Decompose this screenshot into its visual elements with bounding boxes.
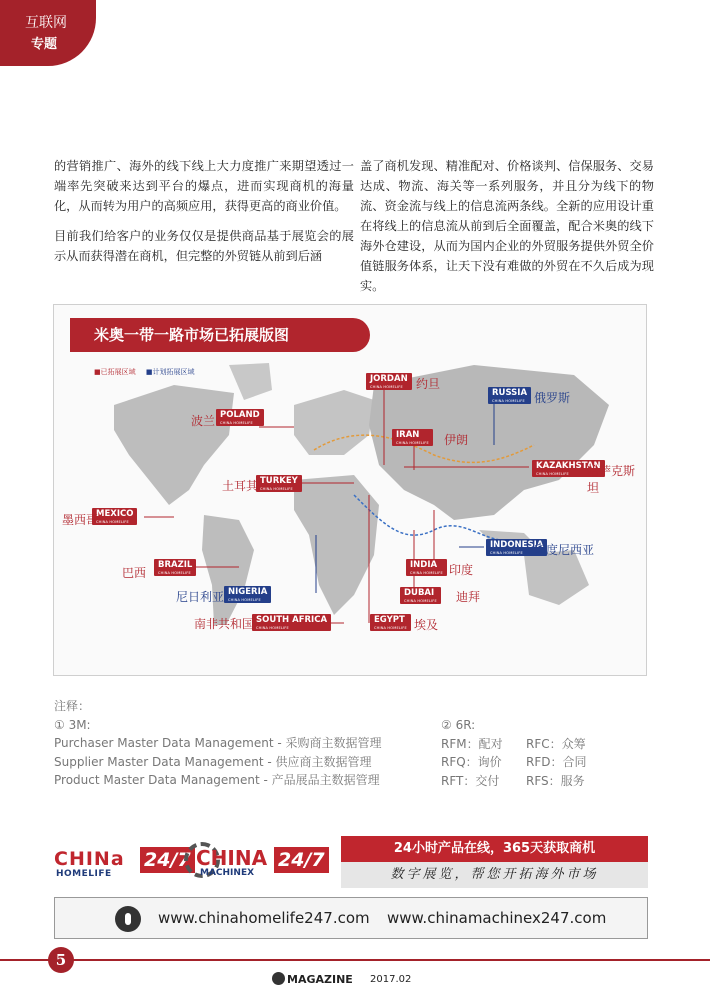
world-map-graphic [54, 305, 648, 677]
paragraph: 目前我们给客户的业务仅仅是提供商品基于展览会的展示从而获得潜在商机，但完整的外贸链从前到后涵 [54, 229, 354, 263]
notes-section [54, 697, 382, 790]
market-label-jordan: JORDAN CHINA HOMELIFE [366, 373, 412, 390]
article-right-column [360, 156, 654, 306]
market-cn-brazil: 巴西 [122, 566, 147, 580]
market-cn-indonesia: 印度尼西亚 [534, 543, 595, 557]
north-america-shape [114, 385, 234, 505]
market-label-iran: IRAN CHINA HOMELIFE [392, 429, 433, 446]
url-bar [54, 897, 648, 939]
market-label-south-africa: SOUTH AFRICA CHINA HOMELIFE [252, 614, 331, 631]
note-row: RFQ：询价 RFD：合同 [441, 755, 587, 769]
europe-shape [294, 390, 374, 455]
article-left-column [54, 156, 354, 276]
legend-done: ■已拓展区域 [94, 368, 136, 376]
slogan-main: 24小时产品在线，365天获取商机 [341, 836, 648, 862]
paragraph: 的营销推广、海外的线下线上大力度推广来期望透过一端率先突破来达到平台的爆点，进而实现商机的海量化，从而转为用户的高频应用，获得更高的商业价值。 [54, 159, 354, 213]
note-line: Product Master Data Management - 产品展品主数据管理 [54, 773, 380, 787]
market-cn-india: 印度 [449, 563, 474, 577]
magazine-logo-icon [272, 972, 285, 985]
notes-6r [441, 716, 611, 790]
chinamachinex-logo: CHINA [196, 846, 268, 870]
magazine-name: MAGAZINE [287, 973, 353, 986]
market-label-brazil: BRAZIL CHINA HOMELIFE [154, 559, 196, 576]
section-sublabel: 专题 [31, 37, 58, 52]
notes-heading: 注释： [54, 699, 91, 713]
market-label-indonesia: INDONESIA CHINA HOMELIFE [486, 539, 547, 556]
market-map [53, 304, 647, 676]
chinahomelife-logo: CHINa [54, 848, 125, 870]
section-tab [0, 0, 96, 66]
south-america-shape [202, 515, 254, 625]
market-cn-iran: 伊朗 [444, 433, 469, 447]
map-legend [94, 367, 202, 377]
note-line: Purchaser Master Data Management - 采购商主数据管理 [54, 736, 382, 750]
market-label-turkey: TURKEY CHINA HOMELIFE [256, 475, 302, 492]
url-link-homelife[interactable]: www.chinahomelife247.com [158, 909, 370, 927]
greenland-shape [229, 363, 272, 400]
note-row: RFM：配对 RFC：众筹 [441, 736, 586, 751]
market-label-kazakhstan: KAZAKHSTAN CHINA HOMELIFE [532, 460, 605, 477]
slogan-sub: 数字展览，帮您开拓海外市场 [341, 862, 648, 888]
market-label-india: INDIA CHINA HOMELIFE [406, 559, 447, 576]
australia-shape [524, 550, 589, 605]
market-label-egypt: EGYPT CHINA HOMELIFE [370, 614, 411, 631]
note-6r-title: ② 6R: [441, 718, 476, 732]
market-label-poland: POLAND CHINA HOMELIFE [216, 409, 264, 426]
chinamachinex-logo-sub: MACHINEX [200, 868, 255, 878]
market-cn-dubai: 迪拜 [456, 590, 481, 604]
promo-banner [54, 834, 648, 888]
market-cn-south-africa: 南非共和国 [194, 617, 255, 631]
market-cn-mexico: 墨西哥 [62, 513, 99, 527]
note-row: RFT：交付 RFS：服务 [441, 773, 585, 788]
legend-planned: ■计划拓展区域 [145, 368, 195, 376]
footer-divider [0, 959, 710, 961]
market-cn-russia: 俄罗斯 [534, 391, 571, 405]
market-label-nigeria: NIGERIA CHINA HOMELIFE [224, 586, 271, 603]
market-label-russia: RUSSIA CHINA HOMELIFE [488, 387, 531, 404]
market-cn-kazakhstan: 哈萨克斯坦 [587, 464, 636, 495]
market-cn-turkey: 土耳其 [222, 479, 259, 493]
africa-shape [294, 475, 379, 615]
badge-247: 24/7 [274, 847, 329, 873]
note-3m-title: ① 3M: [54, 717, 91, 732]
chinahomelife-logo-sub: HOMELIFE [56, 869, 112, 879]
section-label: 互联网 [25, 15, 67, 31]
map-title: 米奥一带一路市场已拓展版图 [70, 318, 370, 352]
market-cn-egypt: 埃及 [414, 618, 439, 632]
market-cn-nigeria: 尼日利亚 [176, 590, 225, 604]
market-label-mexico: MEXICO CHINA HOMELIFE [92, 508, 137, 525]
note-line: Supplier Master Data Management - 供应商主数据管理 [54, 754, 372, 769]
touch-icon [115, 906, 141, 932]
market-cn-poland: 波兰 [191, 414, 216, 428]
issue-date: 2017.02 [370, 974, 412, 985]
badge-247: 24/7 [140, 847, 195, 873]
page-number: 5 [48, 947, 74, 973]
paragraph: 盖了商机发现、精准配对、价格谈判、信保服务、交易达成、物流、海关等一系列服务，并且分为线下的物流、资金流与线上的信息流两条线。全新的应用设计重在将线上的信息流从前到后全面覆盖，配合米奥的线下海外仓建设，从而为国内企业的外贸服务提供外贸全价值链服务体系，让天下没有难做的外贸在不久后成为现实。 [360, 159, 654, 293]
market-label-dubai: DUBAI CHINA HOMELIFE [400, 587, 441, 604]
slogan-box [341, 836, 648, 888]
url-link-machinex[interactable]: www.chinamachinex247.com [387, 909, 607, 927]
market-cn-jordan: 约旦 [416, 377, 441, 391]
